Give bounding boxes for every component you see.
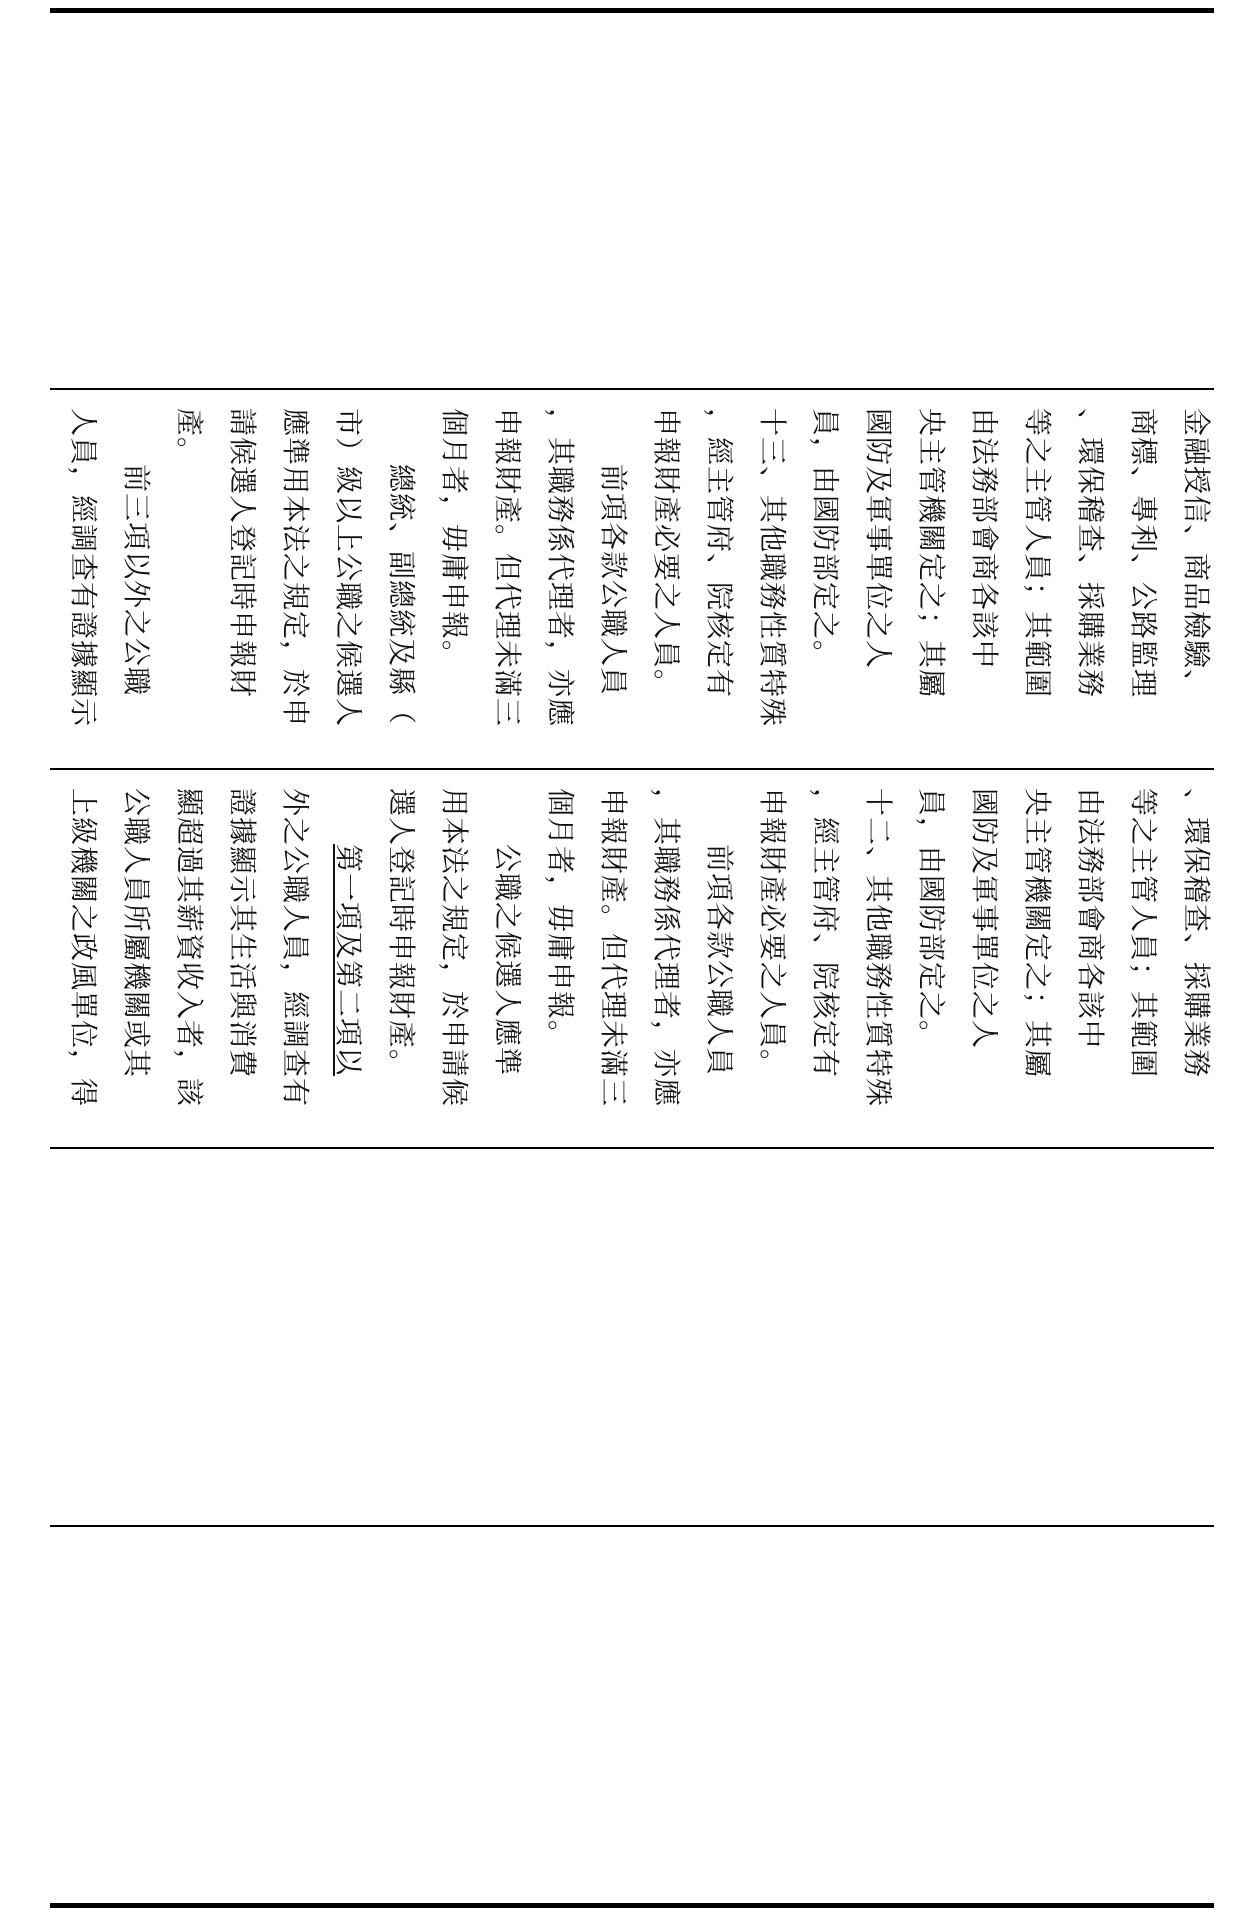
current-line: 第一項及第二項以	[332, 844, 365, 1077]
current-line: 前項各款公職人員	[703, 844, 736, 1077]
amended-line: 由法務部會商各該中	[968, 408, 1001, 670]
amended-line: 、環保稽查、採購業務	[1074, 408, 1107, 699]
amended-line: 央主管機關定之；其屬	[915, 408, 948, 699]
amended-line: 個月者，毋庸申報。	[438, 408, 471, 670]
amended-line: 等之主管人員；其範圍	[1021, 408, 1054, 699]
current-line: 上級機關之政風單位，得	[67, 788, 100, 1108]
amended-line: 總統、副總統及縣（	[385, 464, 418, 726]
amended-line: 前三項以外之公職	[120, 464, 153, 697]
current-line: 公職人員所屬機關或其	[120, 788, 153, 1079]
amended-text-band	[50, 390, 1214, 768]
empty-section-rule	[50, 1525, 1214, 1527]
amended-line: 十三、其他職務性質特殊	[756, 408, 789, 728]
band-b-bottom-rule	[50, 1147, 1214, 1149]
current-line: 十二、其他職務性質特殊	[862, 788, 895, 1108]
amended-text-block	[50, 390, 1214, 768]
top-border-rule	[50, 8, 1214, 13]
amended-line: 請候選人登記時申報財	[226, 408, 259, 699]
current-text-band	[50, 770, 1214, 1147]
amended-line: 員，由國防部定之。	[809, 408, 842, 670]
current-line: ，其職務係代理者，亦應	[650, 788, 683, 1108]
current-line: 外之公職人員，經調查有	[279, 788, 312, 1108]
current-line: 用本法之規定，於申請候	[438, 788, 471, 1108]
amended-line: 申報財產。但代理未滿三	[491, 408, 524, 728]
current-line: 公職之候選人應準	[491, 844, 524, 1077]
current-line: 申報財產必要之人員。	[756, 788, 789, 1079]
current-line: 個月者，毋庸申報。	[544, 788, 577, 1050]
amended-line: 人員，經調查有證據顯示	[67, 408, 100, 728]
current-line: 員，由國防部定之。	[915, 788, 948, 1050]
amended-line: 前項各款公職人員	[597, 464, 630, 697]
amended-line: 市）級以上公職之候選人	[332, 408, 365, 728]
current-line: 由法務部會商各該中	[1074, 788, 1107, 1050]
current-line: ，經主管府、院核定有	[809, 788, 842, 1079]
current-line: 、環保稽查、採購業務	[1180, 788, 1213, 1079]
current-line: 申報財產。但代理未滿三	[597, 788, 630, 1108]
current-line: 顯超過其薪資收入者，該	[173, 788, 206, 1108]
current-line: 央主管機關定之；其屬	[1021, 788, 1054, 1079]
amended-line: 金融授信、商品檢驗、	[1180, 408, 1213, 699]
bottom-border-rule	[50, 1903, 1214, 1908]
amended-line: 產。	[173, 408, 206, 467]
current-line: 證據顯示其生活與消費	[226, 788, 259, 1079]
amended-line: ，經主管府、院核定有	[703, 408, 736, 699]
current-line: 等之主管人員；其範圍	[1127, 788, 1160, 1079]
amended-line: 應準用本法之規定，於申	[279, 408, 312, 728]
amended-line: 申報財產必要之人員。	[650, 408, 683, 699]
amended-line: 國防及軍事單位之人	[862, 408, 895, 670]
current-line: 選人登記時申報財產。	[385, 788, 418, 1079]
amended-line: ，其職務係代理者，亦應	[544, 408, 577, 728]
current-text-block	[50, 770, 1214, 1147]
amended-line: 商標、專利、公路監理	[1127, 408, 1160, 699]
current-line: 國防及軍事單位之人	[968, 788, 1001, 1050]
